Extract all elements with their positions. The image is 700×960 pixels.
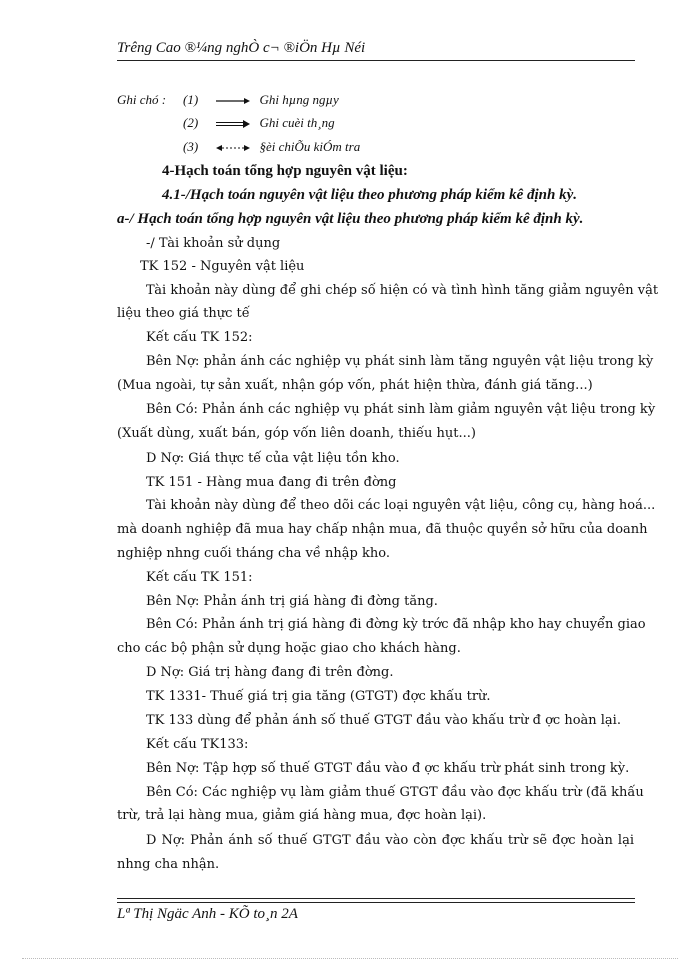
body-line: TK 133 dùng để phản ánh số thuế GTGT đầu vào khấu trừ đ ợc hoàn lại. — [146, 713, 621, 728]
body-line: trừ, trả lại hàng mua, giảm giá hàng mua, đợc hoàn lại). — [117, 808, 487, 823]
body-line: TK 152 - Nguyên vật liệu — [140, 259, 305, 274]
body-line: Bên Có: Các nghiệp vụ làm giảm thuế GTGT đầu vào đợc khấu trừ (đã khấu — [146, 785, 644, 800]
body-line: TK 1331- Thuế giá trị gia tăng (GTGT) đợc khấu trừ. — [146, 689, 491, 704]
body-line: D Nợ: Phản ánh số thuế GTGT đầu vào còn đợc khấu trừ sẽ đợc hoàn lại — [146, 833, 634, 848]
legend-text: Ghi hµng ngµy — [259, 92, 339, 107]
legend-num: (1) — [183, 92, 199, 107]
body-line: Tài khoản này dùng để ghi chép số hiện có và tình hình tăng giảm nguyên vật — [146, 283, 659, 298]
legend-label: Ghi chó : — [117, 92, 167, 107]
body-line: TK 151 - Hàng mua đang đi trên đờng — [146, 475, 397, 490]
footer-rule-thin — [117, 902, 635, 903]
section-heading-4-1: 4.1-/Hạch toán nguyên vật liệu theo phương pháp kiểm kê định kỳ. — [162, 187, 577, 203]
single-arrow-icon — [216, 96, 250, 106]
body-line: Bên Nợ: Tập hợp số thuế GTGT đầu vào đ ợc khấu trừ phát sinh trong kỳ. — [146, 761, 630, 776]
legend-item-monthly — [183, 115, 335, 131]
body-line: nhng cha nhận. — [117, 857, 220, 872]
section-heading-4: 4-Hạch toán tổng hợp nguyên vật liệu: — [162, 163, 408, 179]
body-line: (Mua ngoài, tự sản xuất, nhận góp vốn, phát hiện thừa, đánh giá tăng...) — [117, 378, 593, 393]
legend-text: Ghi cuèi th¸ng — [259, 115, 335, 130]
page-edge-divider — [22, 958, 678, 959]
footer-rule — [117, 898, 635, 899]
legend-item-check — [183, 139, 360, 155]
body-line: mà doanh nghiệp đã mua hay chấp nhận mua, đã thuộc quyền sở hữu của doanh — [117, 522, 648, 537]
body-line: Bên Có: Phản ánh các nghiệp vụ phát sinh làm giảm nguyên vật liệu trong kỳ — [146, 402, 656, 417]
body-line: Kết cấu TK 152: — [146, 330, 253, 345]
body-line: Kết cấu TK 151: — [146, 570, 253, 585]
legend-item-daily — [183, 92, 339, 108]
body-line: D Nợ: Giá thực tế của vật liệu tồn kho. — [146, 451, 400, 466]
body-line: Kết cấu TK133: — [146, 737, 249, 752]
double-arrow-icon — [216, 119, 250, 129]
legend-num: (2) — [183, 115, 199, 130]
legend-num: (3) — [183, 139, 199, 154]
body-line: Bên Có: Phản ánh trị giá hàng đi đờng kỳ trớc đã nhập kho hay chuyển giao — [146, 617, 646, 632]
body-line: -/ Tài khoản sử dụng — [146, 236, 281, 251]
page-header: Trêng Cao ®¼ng nghÒ c¬ ®iÖn Hµ Néi — [117, 40, 366, 56]
body-line: Tài khoản này dùng để theo dõi các loại nguyên vật liệu, công cụ, hàng hoá... — [146, 498, 656, 513]
bidirectional-dotted-arrow-icon — [216, 143, 250, 153]
body-line: liệu theo giá thực tế — [117, 306, 250, 321]
body-line: cho các bộ phận sử dụng hoặc giao cho khách hàng. — [117, 641, 461, 656]
body-line: Bên Nợ: phản ánh các nghiệp vụ phát sinh làm tăng nguyên vật liệu trong kỳ — [146, 354, 654, 369]
header-rule — [117, 60, 635, 61]
legend-text: §èi chiÕu kiÓm tra — [259, 139, 361, 154]
body-line: nghiệp nhng cuối tháng cha về nhập kho. — [117, 546, 390, 561]
body-line: (Xuất dùng, xuất bán, góp vốn liên doanh, thiếu hụt...) — [117, 426, 476, 441]
page-footer: Lª Thị Ngäc Anh - KÕ to¸n 2A — [117, 906, 298, 922]
body-line: Bên Nợ: Phản ánh trị giá hàng đi đờng tăng. — [146, 594, 438, 609]
section-heading-a: a-/ Hạch toán tổng hợp nguyên vật liệu theo phương pháp kiểm kê định kỳ. — [117, 211, 584, 227]
body-line: D Nợ: Giá trị hàng đang đi trên đờng. — [146, 665, 394, 680]
